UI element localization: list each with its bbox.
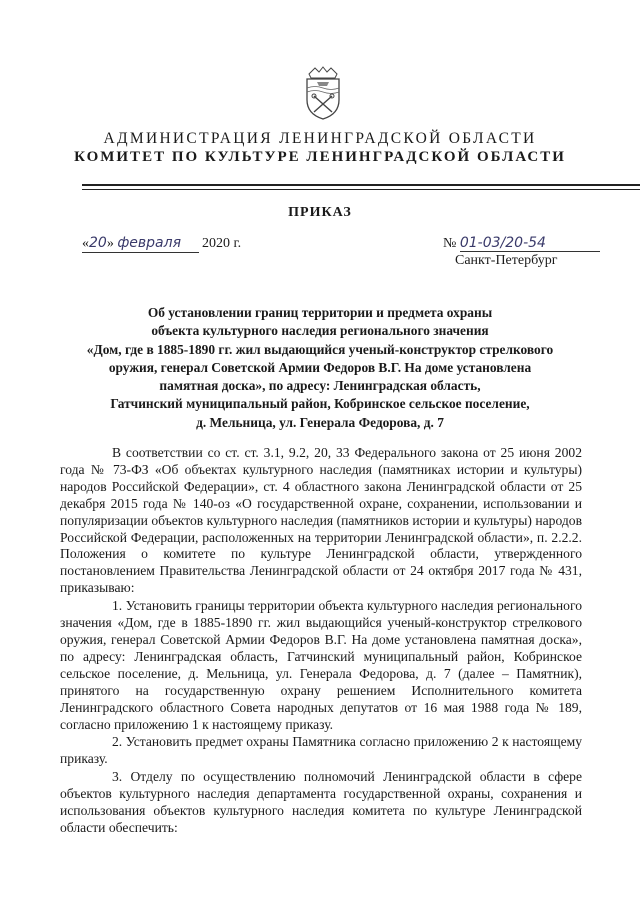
document-city: Санкт-Петербург: [455, 253, 558, 268]
date-day: 20: [89, 235, 107, 251]
number-prefix: №: [443, 236, 457, 251]
subject-line: памятная доска», по адресу: Ленинградская область,: [159, 378, 481, 394]
body-paragraph-item-2: 2. Установить предмет охраны Памятника согласно приложению 2 к настоящему приказу.: [60, 734, 582, 767]
document-body: [60, 445, 582, 837]
number-handwritten: 01-03/20-54: [460, 235, 600, 252]
org-committee: КОМИТЕТ ПО КУЛЬТУРЕ ЛЕНИНГРАДСКОЙ ОБЛАСТИ: [74, 149, 566, 165]
document-title: ПРИКАЗ: [288, 205, 352, 220]
subject-line: д. Мельница, ул. Генерала Федорова, д. 7: [196, 414, 444, 430]
document-number: [443, 235, 600, 252]
date-year: 2020 г.: [202, 236, 242, 251]
header-divider-thin: [82, 189, 640, 190]
subject-line: Об установлении границ территории и предмета охраны: [147, 305, 493, 320]
subject-line: Гатчинский муниципальный район, Кобринское сельское поселение,: [110, 396, 530, 412]
subject-line: объекта культурного наследия регионального значения: [151, 323, 489, 339]
date-handwritten: [82, 235, 199, 253]
header-divider-thick: [82, 184, 640, 186]
body-paragraph-item-3: 3. Отделу по осуществлению полномочий Ленинградской области в сфере объектов культурного наследия департамента государственной охраны, сохранения и использования объектов культурного наследия комитета по культуре Ленинградской области обеспечить:: [60, 769, 582, 835]
body-paragraph-item-1: 1. Установить границы территории объекта культурного наследия регионального значения «Дом, где в 1885-1890 гг. жил выдающийся ученый-конструктор стрелкового оружия, генерал Советской Армии Федоров В.Г. На доме установлена памятная доска», по адресу: Ленинградская область, Гатчинский муниципальный район, Кобринское сельское поселение, д. Мельница, ул. Генерала Федорова, д. 7 (далее – Памятник), принятого на государственную охрану решением Исполнительного комитета Ленинградского областного Совета народных депутатов от 16 мая 1988 года № 189, согласно приложению 1 к настоящему приказу.: [60, 598, 582, 732]
date-close-quote: »: [106, 236, 114, 251]
coat-of-arms-icon: [303, 66, 343, 120]
org-administration: АДМИНИСТРАЦИЯ ЛЕНИНГРАДСКОЙ ОБЛАСТИ: [103, 130, 537, 147]
document-date: [82, 235, 241, 253]
body-paragraph-preamble: В соответствии со ст. ст. 3.1, 9.2, 20, 33 Федерального закона от 25 июня 2002 года № 73-ФЗ «Об объектах культурного наследия (памятниках истории и культуры) народов Российской Федерации», ст. 4 областного закона Ленинградской области от 25 декабря 2015 года № 140-оз «О государственной охране, сохранении, использовании и популяризации объектов культурного наследия (памятников истории и культуры) народов Российской Федерации, расположенных на территории Ленинградской области», п. 2.2.2. Положения о комитете по культуре Ленинградской области, утвержденного постановлением Правительства Ленинградской области от 24 октября 2017 года № 431, приказываю:: [60, 445, 582, 596]
subject-line: оружия, генерал Советской Армии Федоров В.Г. На доме установлена: [108, 359, 532, 375]
date-month: февраля: [117, 235, 181, 251]
subject-heading: [60, 304, 580, 432]
subject-line: «Дом, где в 1885-1890 гг. жил выдающийся ученый-конструктор стрелкового: [86, 341, 554, 357]
date-open-quote: «: [82, 236, 89, 251]
